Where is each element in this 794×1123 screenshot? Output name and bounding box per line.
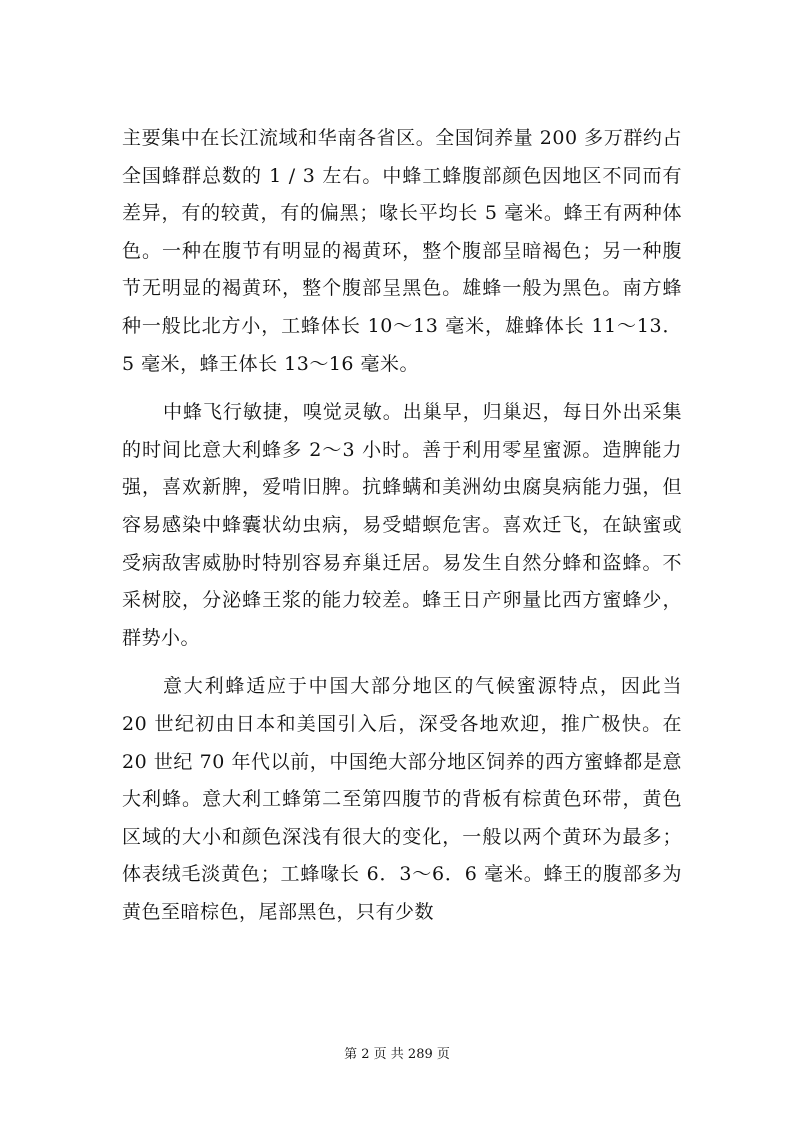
page-footer: 第 2 页 共 289 页 bbox=[344, 1047, 450, 1062]
paragraph-3: 意大利蜂适应于中国大部分地区的气候蜜源特点，因此当 20 世纪初由日本和美国引入后，深受各地欢迎，推广极快。在 20 世纪 70 年代以前，中国绝大部分地区饲养的西方蜜蜂都是意大利蜂。意大利工蜂第二至第四腹节的背板有棕黄色环带，黄色区域的大小和颜色深浅有很大的变化，一般以两个黄环为最多；体表绒毛淡黄色；工蜂喙长 6．3～6．6 毫米。蜂王的腹部多为黄色至暗棕色，尾部黑色，只有少数 bbox=[122, 675, 682, 923]
document-body bbox=[122, 120, 682, 942]
paragraph-2: 中蜂飞行敏捷，嗅觉灵敏。出巢早，归巢迟，每日外出采集的时间比意大利蜂多 2～3 小时。善于利用零星蜜源。造脾能力强，喜欢新脾，爱啃旧脾。抗蜂螨和美洲幼虫腐臭病能力强，但容易感染中蜂囊状幼虫病，易受蜡螟危害。喜欢迁飞，在缺蜜或受病敌害威胁时特别容易弃巢迁居。易发生自然分蜂和盗蜂。不采树胶，分泌蜂王浆的能力较差。蜂王日产卵量比西方蜜蜂少，群势小。 bbox=[122, 401, 682, 649]
paragraph-1: 主要集中在长江流域和华南各省区。全国饲养量 200 多万群约占全国蜂群总数的 1 / 3 左右。中蜂工蜂腹部颜色因地区不同而有差异，有的较黄，有的偏黑；喙长平均长 5 毫米。蜂王有两种体色。一种在腹节有明显的褐黄环，整个腹部呈暗褐色；另一种腹节无明显的褐黄环，整个腹部呈黑色。雄蜂一般为黑色。南方蜂种一般比北方小，工蜂体长 10～13 毫米，雄蜂体长 11～13．5 毫米，蜂王体长 13～16 毫米。 bbox=[122, 127, 682, 375]
